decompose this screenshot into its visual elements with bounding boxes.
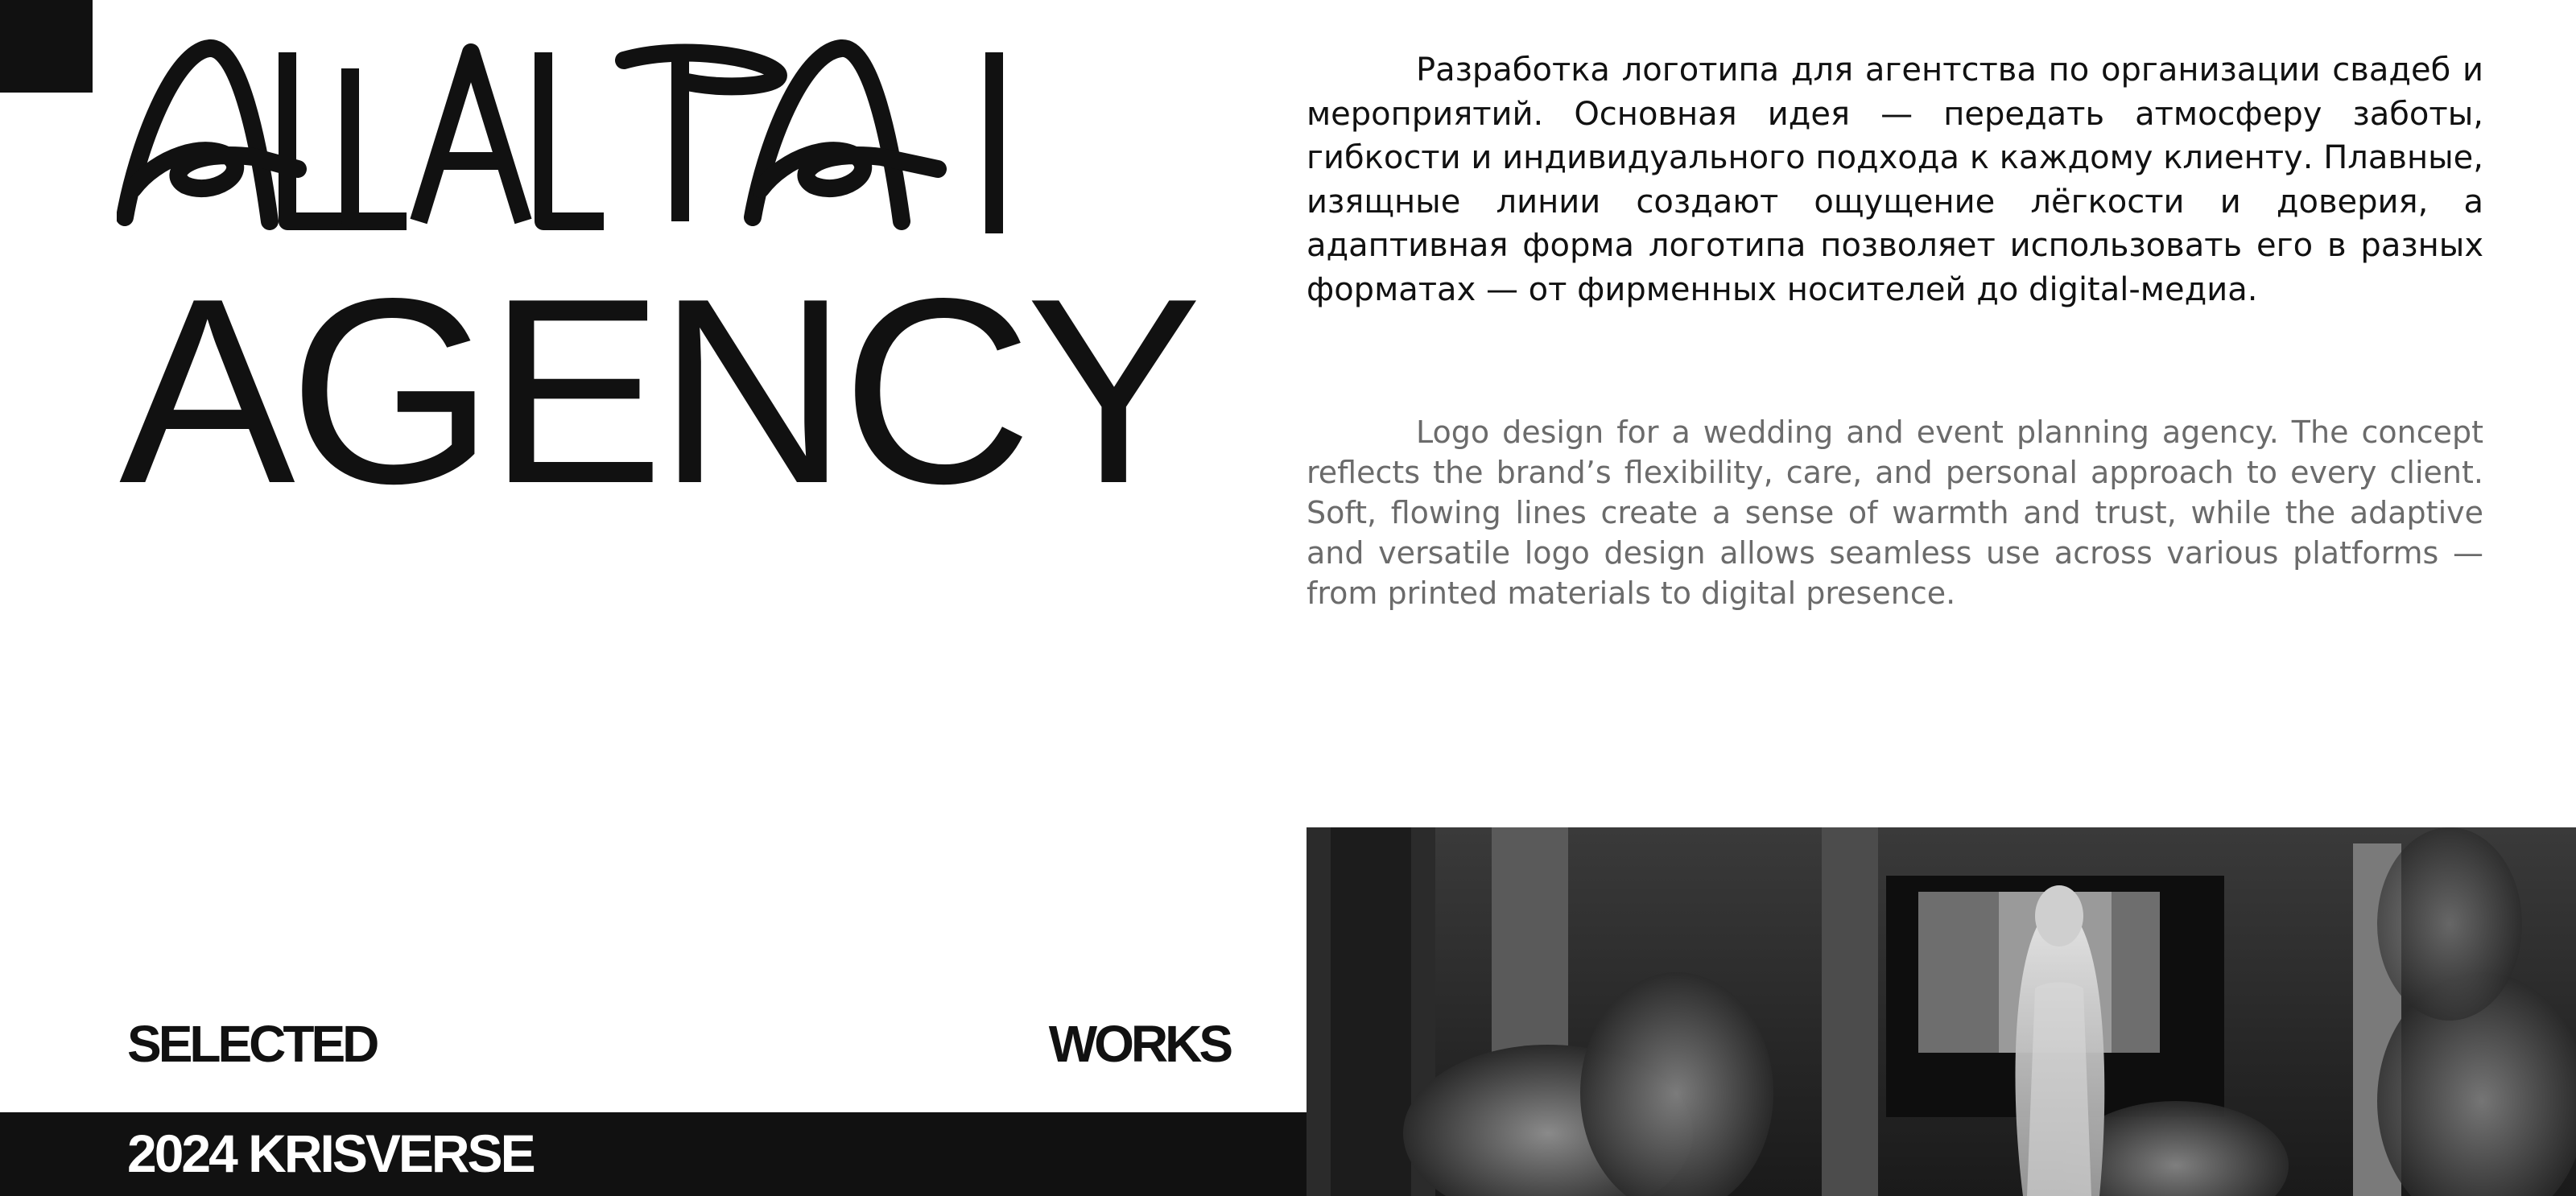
works-label: WORKS <box>1048 1015 1230 1073</box>
footer-credit: 2024 KRISVERSE <box>127 1124 534 1183</box>
allaltai-logo <box>117 36 1099 254</box>
selected-label: SELECTED <box>127 1015 377 1073</box>
agency-title: AGENCY <box>119 243 1196 538</box>
description-english: Logo design for a wedding and event planning agency. The concept reflects the brand’s flexibility, care, and personal approach to every client. Soft, flowing lines create a sense of warmth and trust, while the adaptive and versatile logo design allows seamless use across various platforms — from printed materials to digital presence. <box>1307 414 2483 611</box>
footer-bar <box>0 1112 1307 1196</box>
description-russian: Разработка логотипа для агентства по организации свадеб и мероприятий. Основная идея — передать атмосферу заботы, гибкости и индивидуального подхода к каждому клиенту. Плавные, изящные линии создают ощущение лёгкости и доверия, а адаптивная форма логотипа позволяет использовать его в разных форматах — от фирменных носителей до digital-медиа. <box>1307 52 2483 308</box>
corner-square <box>0 0 93 93</box>
bride-photo <box>1307 827 2576 1196</box>
